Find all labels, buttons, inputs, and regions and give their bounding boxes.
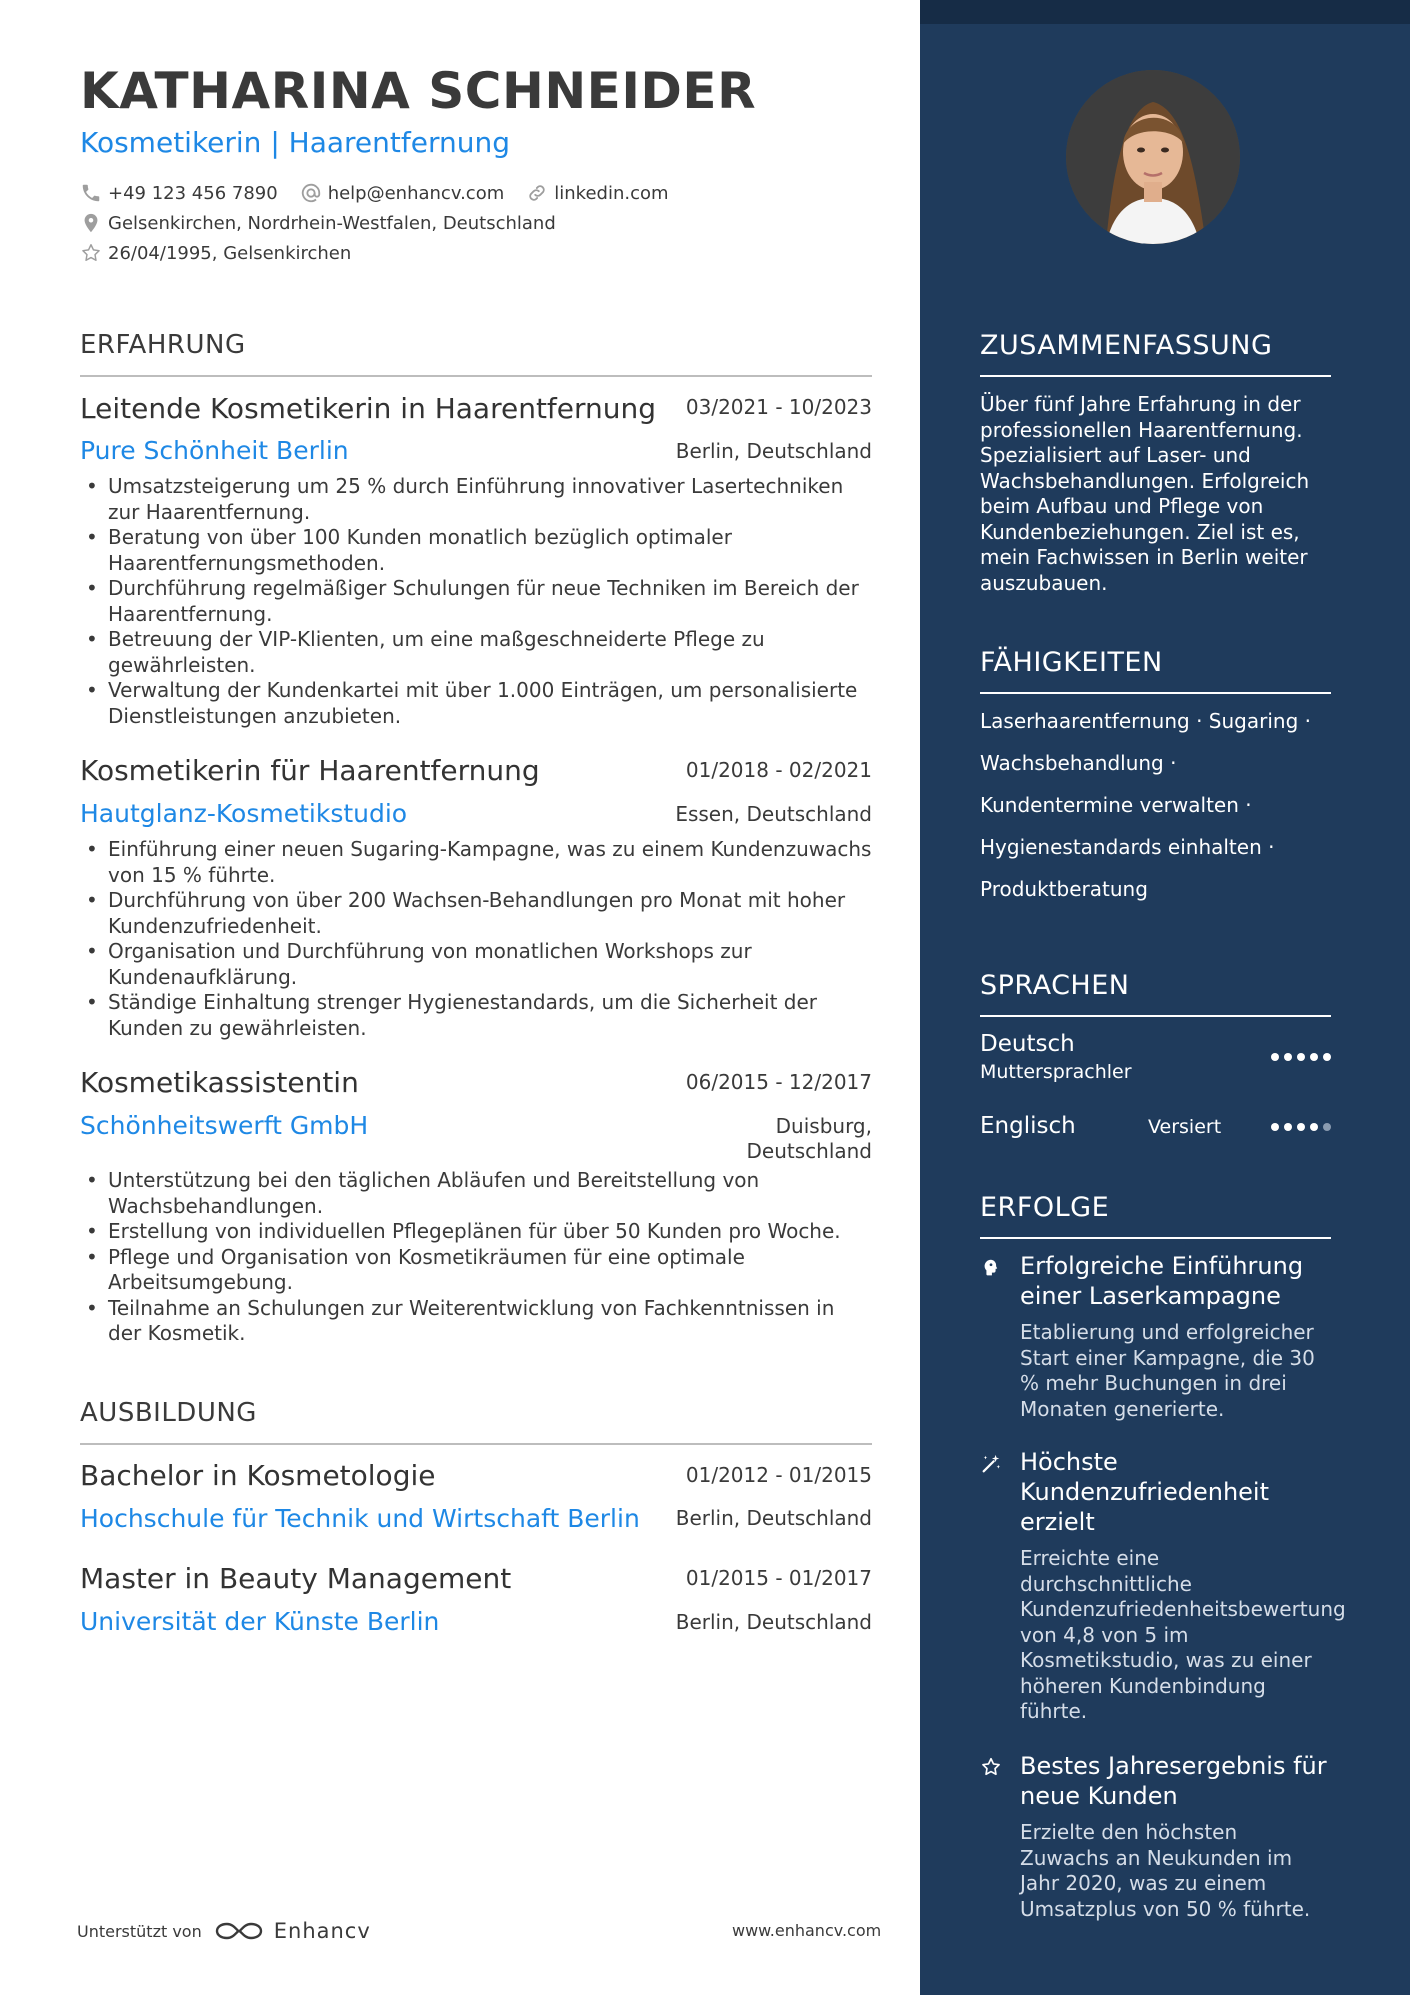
- summary-heading: ZUSAMMENFASSUNG: [980, 330, 1273, 361]
- proficiency-dot-filled: [1297, 1123, 1305, 1131]
- proficiency-dot-filled: [1310, 1123, 1318, 1131]
- language-name: Englisch: [980, 1113, 1076, 1139]
- education-date: 01/2015 - 01/2017: [685, 1566, 872, 1590]
- proficiency-dot-filled: [1310, 1053, 1318, 1061]
- powered-by-text: Unterstützt von: [77, 1921, 202, 1941]
- job-location: Essen, Deutschland: [675, 802, 872, 826]
- footer-powered-by: [77, 1918, 371, 1944]
- job-bullets: [80, 474, 872, 729]
- link-icon: [526, 182, 548, 204]
- education-date: 01/2012 - 01/2015: [685, 1463, 872, 1487]
- magic-wand-icon: [980, 1453, 1002, 1475]
- achievement-title: Erfolgreiche Einführung einer Laserkampagne: [1020, 1252, 1304, 1310]
- phone-text: +49 123 456 7890: [108, 182, 278, 204]
- company-name: Schönheitswerft GmbH: [80, 1111, 369, 1140]
- bullet-item: • Pflege und Organisation von Kosmetikräumen für eine optimale Arbeitsumgebung.: [108, 1245, 872, 1296]
- achievement-title: Höchste Kundenzufriedenheit erzielt: [1020, 1448, 1269, 1536]
- proficiency-dot-filled: [1271, 1053, 1279, 1061]
- language-dots: [1271, 1053, 1331, 1061]
- achievements-divider: [980, 1237, 1331, 1239]
- proficiency-dot-empty: [1323, 1123, 1331, 1131]
- experience-heading: ERFAHRUNG: [80, 330, 246, 360]
- education-divider: [80, 1443, 872, 1445]
- avatar: [1066, 70, 1240, 244]
- degree-title: Bachelor in Kosmetologie: [80, 1459, 436, 1492]
- bullet-item: • Erstellung von individuellen Pflegeplänen für über 50 Kunden pro Woche.: [108, 1219, 872, 1245]
- location-pin-icon: [80, 212, 102, 234]
- bullet-item: • Beratung von über 100 Kunden monatlich bezüglich optimaler Haarentfernungsmethoden.: [108, 525, 872, 576]
- language-level: Versiert: [1148, 1116, 1222, 1138]
- skill-line: Wachsbehandlung ·: [980, 751, 1177, 775]
- achievement-title: Bestes Jahresergebnis für neue Kunden: [1020, 1752, 1327, 1810]
- job-location-line2: Deutschland: [746, 1139, 872, 1163]
- language-dots: [1271, 1123, 1331, 1131]
- bullet-item: • Organisation und Durchführung von monatlichen Workshops zur Kundenaufklärung.: [108, 939, 872, 990]
- bullet-item: • Umsatzsteigerung um 25 % durch Einführung innovativer Lasertechniken zur Haarentfernung.: [108, 474, 872, 525]
- school-location: Berlin, Deutschland: [675, 1610, 872, 1634]
- contact-row-3: [80, 242, 373, 264]
- phone-contact: [80, 182, 278, 204]
- location-text: Gelsenkirchen, Nordrhein-Westfalen, Deutschland: [108, 212, 556, 234]
- portrait-illustration: [1066, 70, 1240, 244]
- birth-contact: [80, 242, 351, 264]
- proficiency-dot-filled: [1297, 1053, 1305, 1061]
- school-name: Hochschule für Technik und Wirtschaft Berlin: [80, 1504, 640, 1533]
- job-title: Kosmetikerin für Haarentfernung: [80, 754, 540, 787]
- job-date: 03/2021 - 10/2023: [685, 395, 872, 419]
- at-icon: [300, 182, 322, 204]
- language-level: Muttersprachler: [980, 1061, 1132, 1083]
- enhancv-brand[interactable]: Enhancv: [273, 1919, 371, 1943]
- contact-row-2: [80, 212, 578, 234]
- sidebar: [920, 0, 1410, 1995]
- company-name: Hautglanz-Kosmetikstudio: [80, 799, 408, 828]
- summary-text: Über fünf Jahre Erfahrung in der professionellen Haarentfernung. Spezialisiert auf Laser- und Wachsbehandlungen. Erfolgreich beim Aufbau und Pflege von Kundenbeziehungen. Ziel ist es, mein Fachwissen in Berlin weiter auszubauen.: [980, 392, 1310, 595]
- school-name: Universität der Künste Berlin: [80, 1607, 440, 1636]
- job-bullets: [80, 1168, 872, 1347]
- achievements-heading: ERFOLGE: [980, 1192, 1110, 1223]
- skills-heading: FÄHIGKEITEN: [980, 647, 1163, 678]
- phone-icon: [80, 182, 102, 204]
- location-contact: [80, 212, 556, 234]
- bullet-item: • Durchführung von über 200 Wachsen-Behandlungen pro Monat mit hoher Kundenzufriedenheit.: [108, 888, 872, 939]
- degree-title: Master in Beauty Management: [80, 1562, 512, 1595]
- summary-divider: [980, 375, 1331, 377]
- bullet-item: • Einführung einer neuen Sugaring-Kampagne, was zu einem Kundenzuwachs von 15 % führte.: [108, 837, 872, 888]
- candidate-name: KATHARINA SCHNEIDER: [80, 62, 757, 120]
- birth-text: 26/04/1995, Gelsenkirchen: [108, 242, 352, 264]
- proficiency-dot-filled: [1271, 1123, 1279, 1131]
- proficiency-dot-filled: [1284, 1123, 1292, 1131]
- proficiency-dot-filled: [1323, 1053, 1331, 1061]
- proficiency-dot-filled: [1284, 1053, 1292, 1061]
- job-location-line1: Duisburg,: [775, 1114, 872, 1138]
- school-location: Berlin, Deutschland: [675, 1506, 872, 1530]
- job-bullets: [80, 837, 872, 1041]
- achievement-desc: Erreichte eine durchschnittliche Kundenzufriedenheitsbewertung von 4,8 von 5 im Kosmetikstudio, was zu einer höheren Kundenbindung führte.: [1020, 1546, 1346, 1723]
- bullet-item: • Durchführung regelmäßiger Schulungen für neue Techniken im Bereich der Haarentfernung.: [108, 576, 872, 627]
- company-name: Pure Schönheit Berlin: [80, 436, 349, 465]
- job-date: 06/2015 - 12/2017: [685, 1070, 872, 1094]
- job-location: Berlin, Deutschland: [675, 439, 872, 463]
- email-text[interactable]: help@enhancv.com: [327, 182, 505, 204]
- education-heading: AUSBILDUNG: [80, 1398, 257, 1428]
- footer-website[interactable]: www.enhancv.com: [732, 1921, 882, 1940]
- bullet-item: • Unterstützung bei den täglichen Abläufen und Bereitstellung von Wachsbehandlungen.: [108, 1168, 872, 1219]
- enhancv-logo-icon: [214, 1918, 264, 1944]
- contact-row-1: [80, 182, 691, 204]
- job-location: [747, 1114, 873, 1164]
- star-icon: [980, 1756, 1002, 1778]
- star-outline-icon: [80, 242, 102, 264]
- achievement-desc: Erzielte den höchsten Zuwachs an Neukunden im Jahr 2020, was zu einem Umsatzplus von 50 % führte.: [1020, 1820, 1311, 1921]
- skill-line: Produktberatung: [980, 877, 1148, 901]
- job-date: 01/2018 - 02/2021: [685, 758, 872, 782]
- brain-icon: [980, 1257, 1002, 1279]
- language-name: Deutsch: [980, 1031, 1075, 1057]
- skill-line: Kundentermine verwalten ·: [980, 793, 1252, 817]
- linkedin-contact[interactable]: [526, 182, 668, 204]
- experience-divider: [80, 375, 872, 377]
- linkedin-text[interactable]: linkedin.com: [554, 182, 669, 204]
- achievement-desc: Etablierung und erfolgreicher Start einer Kampagne, die 30 % mehr Buchungen in drei Monaten generierte.: [1020, 1320, 1315, 1421]
- languages-heading: SPRACHEN: [980, 970, 1130, 1001]
- skills-divider: [980, 692, 1331, 694]
- email-contact[interactable]: [300, 182, 505, 204]
- job-title: Kosmetikassistentin: [80, 1066, 359, 1099]
- bullet-item: • Teilnahme an Schulungen zur Weiterentwicklung von Fachkenntnissen in der Kosmetik.: [108, 1296, 872, 1347]
- skill-line: Laserhaarentfernung · Sugaring ·: [980, 709, 1311, 733]
- bullet-item: • Ständige Einhaltung strenger Hygienestandards, um die Sicherheit der Kunden zu gewährleisten.: [108, 990, 872, 1041]
- skill-line: Hygienestandards einhalten ·: [980, 835, 1275, 859]
- bullet-item: • Betreuung der VIP-Klienten, um eine maßgeschneiderte Pflege zu gewährleisten.: [108, 627, 872, 678]
- job-title: Leitende Kosmetikerin in Haarentfernung: [80, 392, 657, 425]
- candidate-title: Kosmetikerin | Haarentfernung: [80, 126, 510, 159]
- languages-divider: [980, 1015, 1331, 1017]
- bullet-item: • Verwaltung der Kundenkartei mit über 1.000 Einträgen, um personalisierte Dienstleistungen anzubieten.: [108, 678, 872, 729]
- sidebar-top-strip: [920, 0, 1410, 24]
